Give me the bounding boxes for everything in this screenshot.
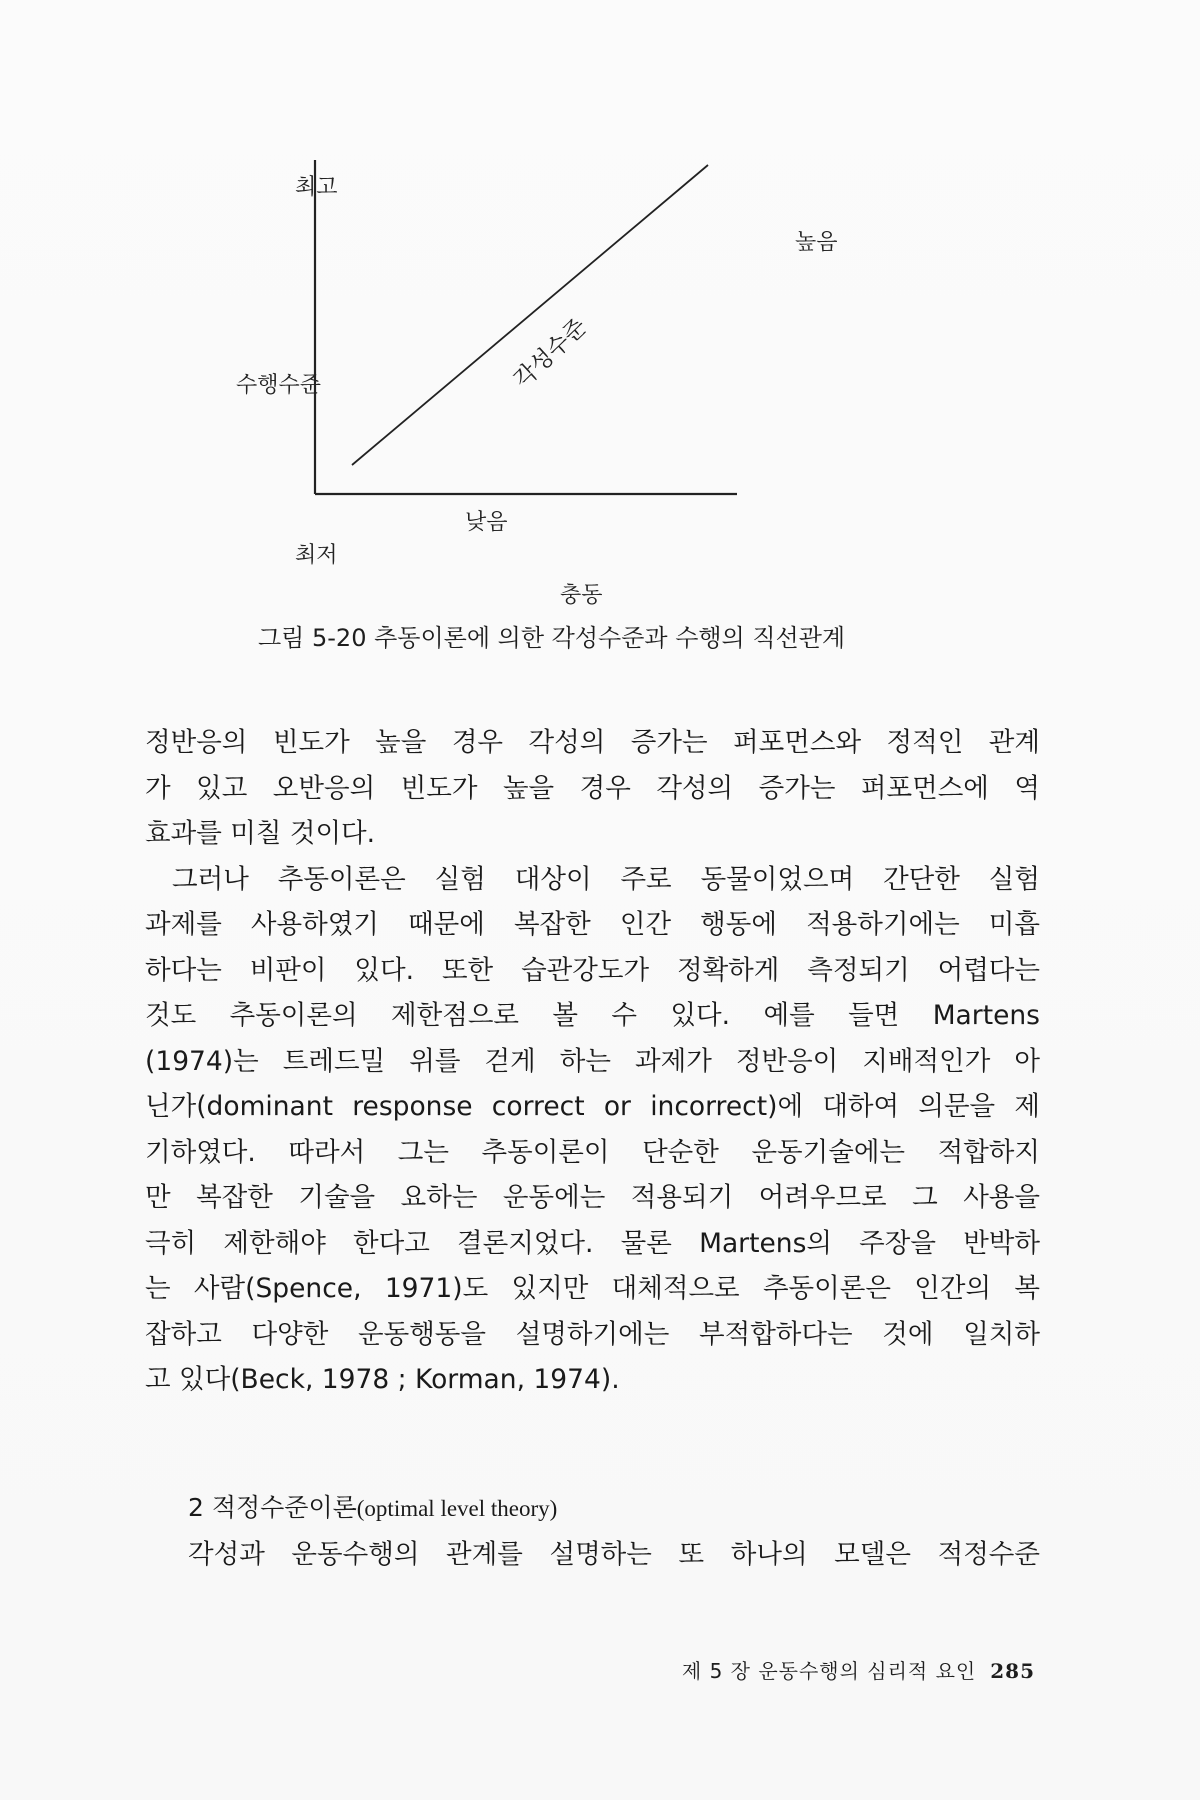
text-line: 가 있고 오반응의 빈도가 높을 경우 각성의 증가는 퍼포먼스에 역 [145,772,1040,804]
line-low-label: 낮음 [465,510,508,535]
paragraph-1 [145,720,1040,857]
section-title-en: (optimal level theory) [356,1496,558,1521]
y-axis-title: 수행수준 [236,373,322,398]
y-axis-bottom-label: 최저 [295,543,338,568]
text-line: 정반응의 빈도가 높을 경우 각성의 증가는 퍼포먼스와 정적인 관계 [145,727,1040,758]
text-line: 만 복잡한 기술을 요하는 운동에는 적용되기 어려우므로 그 사용을 [145,1182,1040,1213]
figure-5-20 [230,160,950,620]
text-line: (1974)는 트레드밀 위를 걷게 하는 과제가 정반응이 지배적인가 아 [145,1045,1040,1077]
text-line: 그러나 추동이론은 실험 대상이 주로 동물이었으며 간단한 실험 [172,863,1040,895]
text-line: 하다는 비판이 있다. 또한 습관강도가 정확하게 측정되기 어렵다는 [145,954,1040,986]
text-line: 과제를 사용하였기 때문에 복잡한 인간 행동에 적용하기에는 미흡 [145,909,1040,940]
text-line: 것도 추동이론의 제한점으로 볼 수 있다. 예를 들면 Martens [145,1000,1040,1031]
x-axis-title: 충동 [560,583,603,608]
line-series-label: 각성수준 [509,313,592,394]
text-line: 닌가(dominant response correct or incorrect)에 대하여 의문을 제 [145,1091,1040,1122]
chapter-title: 제 5 장 운동수행의 심리적 요인 [681,1659,977,1683]
arousal-line [352,165,708,465]
text-line: 기하였다. 따라서 그는 추동이론이 단순한 운동기술에는 적합하지 [145,1136,1040,1168]
text-line: 극히 제한해야 한다고 결론지었다. 물론 Martens의 주장을 반박하 [145,1227,1040,1259]
paragraph-2 [145,857,1040,1403]
page-number: 285 [990,1659,1035,1683]
text-line: 는 사람(Spence, 1971)도 있지만 대체적으로 추동이론은 인간의 복 [145,1273,1040,1304]
text-line: 고 있다(Beck, 1978 ; Korman, 1974). [145,1364,620,1395]
y-axis-top-label: 최고 [295,175,338,200]
section-title-ko: 적정수준이론 [211,1493,357,1522]
text-line: 잡하고 다양한 운동행동을 설명하기에는 부적합하다는 것에 일치하 [145,1318,1040,1350]
section-heading [188,1488,557,1524]
figure-lines [230,160,950,620]
figure-caption: 그림 5-20 추동이론에 의한 각성수준과 수행의 직선관계 [258,624,846,652]
section-first-line: 각성과 운동수행의 관계를 설명하는 또 하나의 모델은 적정수준 [188,1539,1040,1570]
page-footer [682,1655,1035,1684]
text-line: 효과를 미칠 것이다. [145,818,376,849]
body-text [145,720,1040,1403]
section-number: 2 [188,1493,204,1522]
line-high-label: 높음 [795,230,838,255]
